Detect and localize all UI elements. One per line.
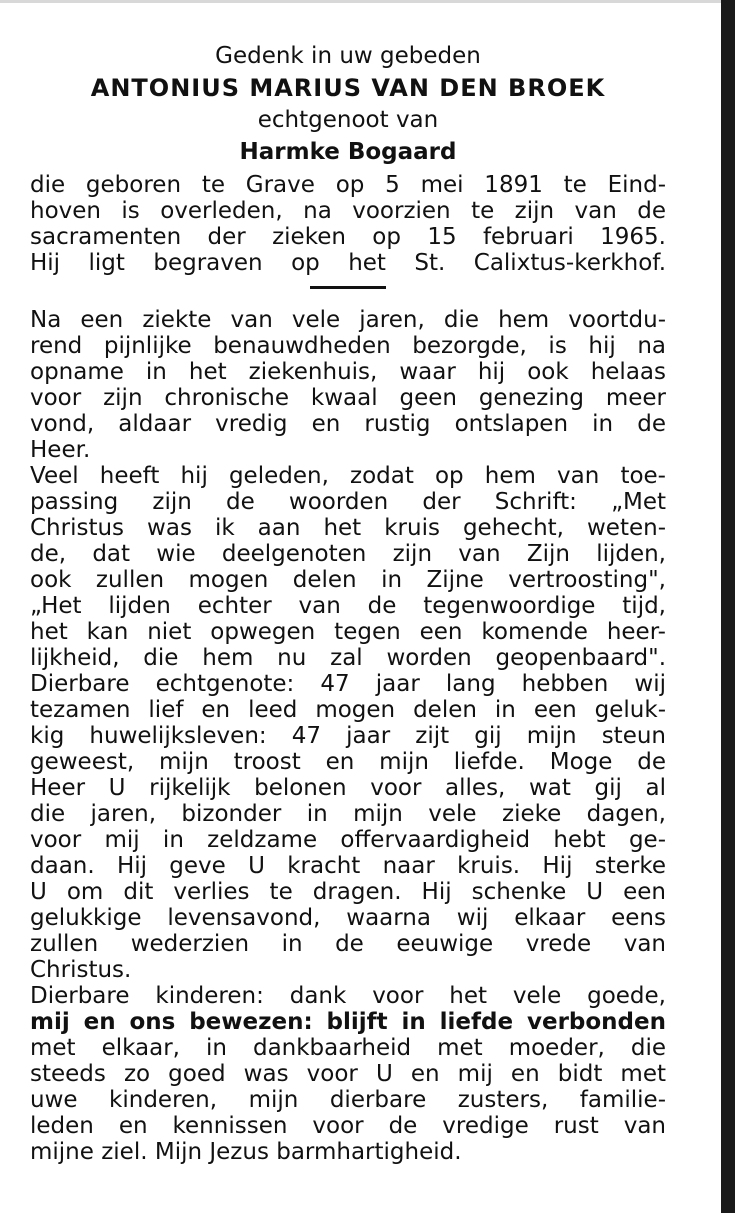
body-line: Christus was ik aan het kruis gehecht, weten- — [30, 515, 666, 541]
bio-paragraph — [30, 172, 666, 276]
body-line: Dierbare echtgenote: 47 jaar lang hebben wij — [30, 671, 666, 697]
body-line: ook zullen mogen delen in Zijne vertroosting", — [30, 567, 666, 593]
bio-line: Hij ligt begraven op het St. Calixtus-kerkhof. — [30, 250, 666, 276]
body-line: daan. Hij geve U kracht naar kruis. Hij sterke — [30, 853, 666, 879]
bio-line: sacramenten der zieken op 15 februari 1965. — [30, 224, 666, 250]
body-line: kig huwelijksleven: 47 jaar zijt gij mijn steun — [30, 723, 666, 749]
body-line: Heer. — [30, 437, 91, 463]
body-line: U om dit verlies te dragen. Hij schenke U een — [30, 879, 666, 905]
body-line: vond, aldaar vredig en rustig ontslapen in de — [30, 411, 666, 437]
intro-line: Gedenk in uw gebeden — [215, 43, 481, 69]
spouse-name: Harmke Bogaard — [239, 139, 457, 165]
body-line: de, dat wie deelgenoten zijn van Zijn lijden, — [30, 541, 666, 567]
body-line: geweest, mijn troost en mijn liefde. Moge de — [30, 749, 666, 775]
body-line: leden en kennissen voor de vredige rust van — [30, 1113, 666, 1139]
body-line: Heer U rijkelijk belonen voor alles, wat gij al — [30, 775, 666, 801]
body-line: voor zijn chronische kwaal geen genezing meer — [30, 385, 666, 411]
body-line: Veel heeft hij geleden, zodat op hem van toe- — [30, 463, 666, 489]
body-line: Christus. — [30, 957, 132, 983]
memorial-card — [30, 40, 666, 1165]
body-line: mij en ons bewezen: blijft in liefde verbonden — [30, 1009, 666, 1035]
body-line: voor mij in zeldzame offervaardigheid hebt ge- — [30, 827, 666, 853]
body-line: steeds zo goed was voor U en mij en bidt met — [30, 1061, 666, 1087]
body-text — [30, 307, 666, 1165]
relation-line: echtgenoot van — [257, 107, 439, 133]
bio-line: die geboren te Grave op 5 mei 1891 te Eind- — [30, 172, 666, 198]
body-line: die jaren, bizonder in mijn vele zieke dagen, — [30, 801, 666, 827]
body-line: passing zijn de woorden der Schrift: „Met — [30, 489, 666, 515]
bio-line: hoven is overleden, na voorzien te zijn van de — [30, 198, 666, 224]
divider-rule — [310, 286, 386, 289]
body-line: tezamen lief en leed mogen delen in een geluk- — [30, 697, 666, 723]
body-line: zullen wederzien in de eeuwige vrede van — [30, 931, 666, 957]
body-line: lijkheid, die hem nu zal worden geopenbaard". — [30, 645, 666, 671]
body-line: Na een ziekte van vele jaren, die hem voortdu- — [30, 307, 666, 333]
body-line: uwe kinderen, mijn dierbare zusters, familie- — [30, 1087, 666, 1113]
body-line: het kan niet opwegen tegen een komende heer- — [30, 619, 666, 645]
scan-top-edge — [0, 0, 735, 3]
scan-right-edge — [721, 0, 735, 1213]
body-line: „Het lijden echter van de tegenwoordige tijd, — [30, 593, 666, 619]
deceased-name: ANTONIUS MARIUS VAN DEN BROEK — [90, 74, 606, 102]
body-line: Dierbare kinderen: dank voor het vele goede, — [30, 983, 666, 1009]
body-line: mijne ziel. Mijn Jezus barmhartigheid. — [30, 1139, 462, 1165]
body-line: rend pijnlijke benauwdheden bezorgde, is hij na — [30, 333, 666, 359]
body-line: opname in het ziekenhuis, waar hij ook helaas — [30, 359, 666, 385]
body-line: gelukkige levensavond, waarna wij elkaar eens — [30, 905, 666, 931]
body-line: met elkaar, in dankbaarheid met moeder, die — [30, 1035, 666, 1061]
